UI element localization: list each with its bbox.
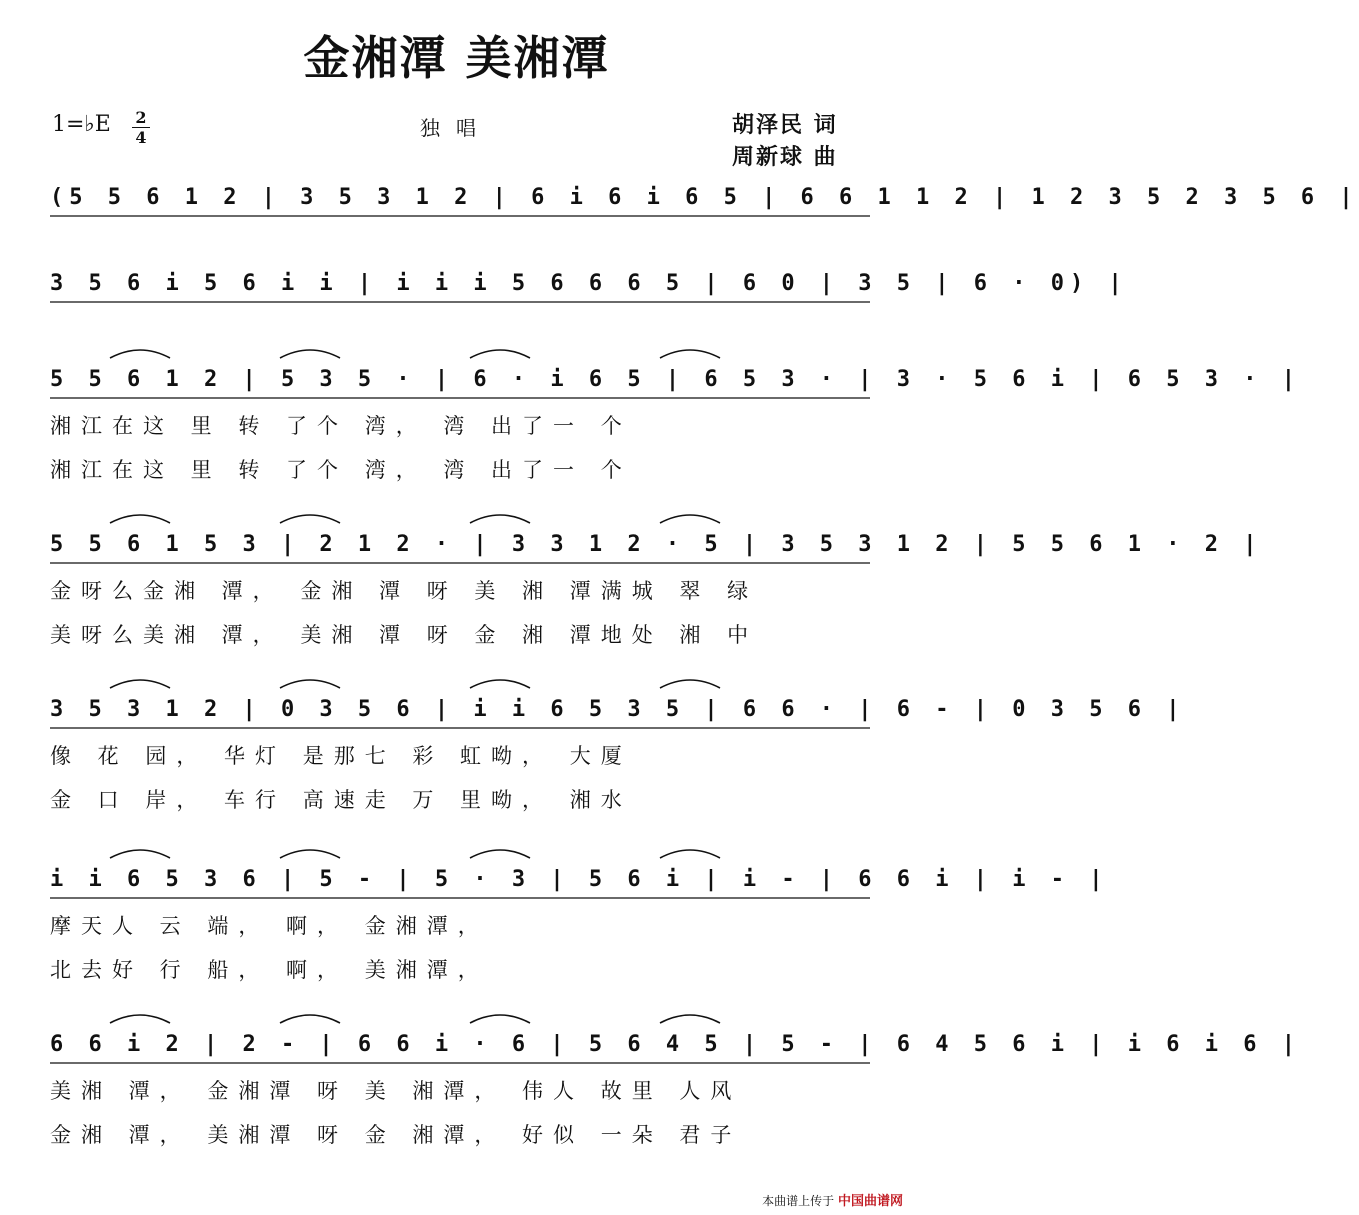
slur-mark: [110, 680, 170, 688]
footer-prefix: 本曲谱上传于: [762, 1194, 835, 1208]
slur-mark: [110, 1015, 170, 1023]
lyric-line: 金呀么金湘 潭， 金湘 潭 呀 美 湘 潭满城 翠 绿: [50, 579, 759, 603]
slur-mark: [660, 1015, 720, 1023]
slur-mark: [280, 680, 340, 688]
lyric-line: 摩天人 云 端， 啊， 金湘潭，: [50, 914, 489, 938]
lyricist-credit: 胡泽民 词: [732, 113, 838, 138]
slur-mark: [280, 850, 340, 858]
lyric-line: 金 口 岸， 车行 高速走 万 里呦， 湘水: [50, 788, 632, 812]
slur-mark: [110, 850, 170, 858]
slur-mark: [110, 350, 170, 358]
key-signature: 1=♭E: [52, 112, 111, 137]
slur-mark: [280, 1015, 340, 1023]
notation-line: (5 5 6 1 2 | 3 5 3 1 2 | 6 i 6 i 6 5 | 6 6 1 1 2 | 1 2 3 5 2 3 5 6 |: [50, 185, 1359, 210]
slur-mark: [470, 515, 530, 523]
slur-mark: [470, 350, 530, 358]
composer-credit: 周新球 曲: [732, 145, 838, 170]
lyric-line: 美湘 潭， 金湘潭 呀 美 湘潭， 伟人 故里 人风: [50, 1079, 742, 1103]
time-signature-bottom: 4: [135, 128, 147, 147]
lyric-line: 湘江在这 里 转 了个 湾， 湾 出了一 个: [50, 414, 632, 438]
notation-line: i i 6 5 3 6 | 5 - | 5 · 3 | 5 6 i | i - | 6 6 i | i - |: [50, 867, 1109, 892]
site-logo: 中国曲谱网: [837, 1194, 903, 1209]
slur-mark: [660, 350, 720, 358]
lyric-line: 湘江在这 里 转 了个 湾， 湾 出了一 个: [50, 458, 632, 482]
notation-line: 3 5 6 i 5 6 i i | i i i 5 6 6 6 5 | 6 0 | 3 5 | 6 · 0) |: [50, 271, 1128, 296]
footer-credit: [762, 1190, 903, 1209]
slur-mark: [660, 515, 720, 523]
lyric-line: 美呀么美湘 潭， 美湘 潭 呀 金 湘 潭地处 湘 中: [50, 623, 759, 647]
slur-mark: [110, 515, 170, 523]
lyric-line: 像 花 园， 华灯 是那七 彩 虹呦， 大厦: [50, 744, 632, 768]
performance-style: 独唱: [420, 116, 492, 140]
lyric-line: 金湘 潭， 美湘潭 呀 金 湘潭， 好似 一朵 君子: [50, 1123, 742, 1147]
song-title: 金湘潭 美湘潭: [303, 31, 610, 85]
time-signature: [130, 108, 152, 147]
notation-line: 3 5 3 1 2 | 0 3 5 6 | i i 6 5 3 5 | 6 6 · | 6 - | 0 3 5 6 |: [50, 697, 1186, 722]
slur-mark: [470, 680, 530, 688]
notation-line: 5 5 6 1 5 3 | 2 1 2 · | 3 3 1 2 · 5 | 3 5 3 1 2 | 5 5 6 1 · 2 |: [50, 532, 1263, 557]
lyric-line: 北去好 行 船， 啊， 美湘潭，: [50, 958, 489, 982]
slur-mark: [660, 680, 720, 688]
slur-mark: [470, 850, 530, 858]
slur-mark: [660, 850, 720, 858]
notation-line: 6 6 i 2 | 2 - | 6 6 i · 6 | 5 6 4 5 | 5 - | 6 4 5 6 i | i 6 i 6 |: [50, 1032, 1301, 1057]
time-signature-top: 2: [135, 108, 147, 127]
slur-mark: [280, 350, 340, 358]
notation-line: 5 5 6 1 2 | 5 3 5 · | 6 · i 6 5 | 6 5 3 · | 3 · 5 6 i | 6 5 3 · |: [50, 367, 1301, 392]
slur-mark: [470, 1015, 530, 1023]
slur-mark: [280, 515, 340, 523]
